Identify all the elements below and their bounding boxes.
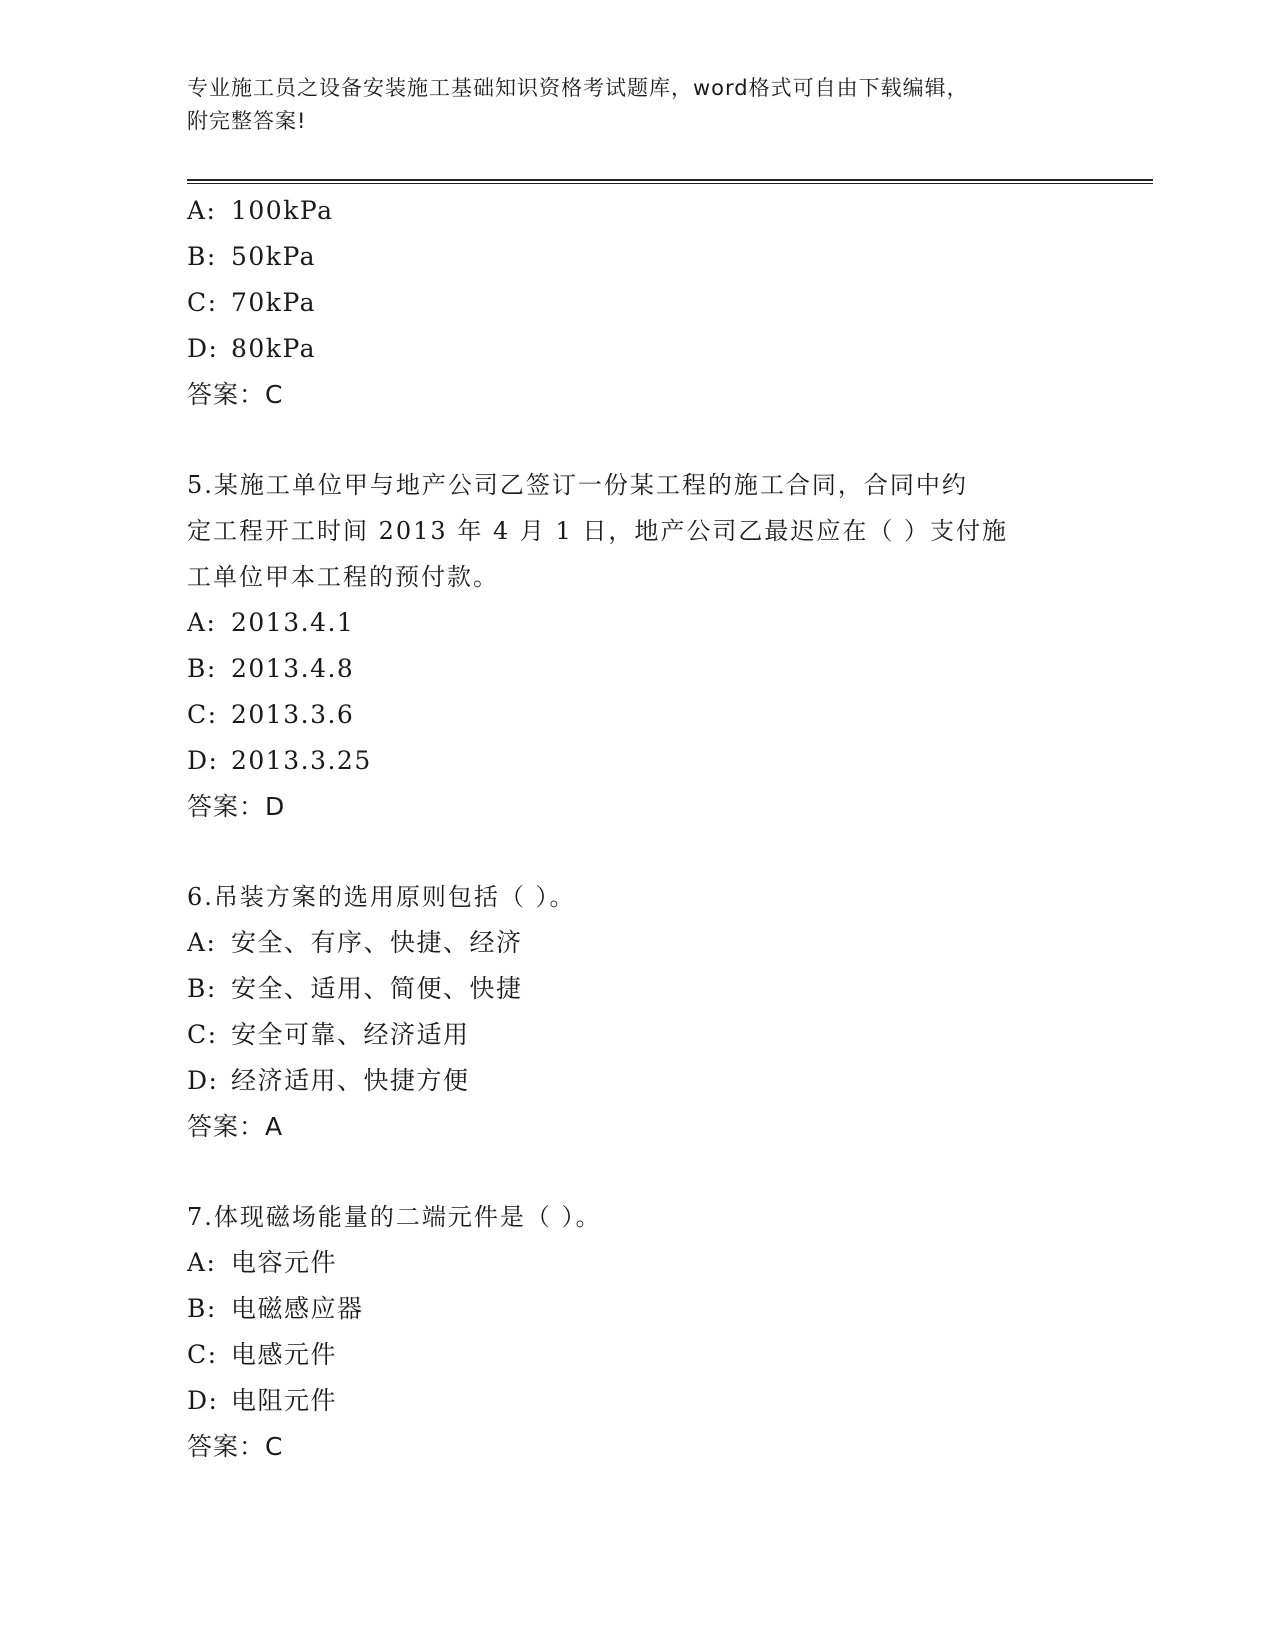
option-letter: D:: [187, 334, 219, 363]
option-a: [187, 1240, 1087, 1286]
option-d: [187, 1378, 1087, 1424]
option-c: [187, 692, 1087, 738]
option-letter: C:: [187, 700, 218, 729]
question-5: [187, 462, 1087, 830]
option-text: 2013.3.6: [231, 700, 355, 729]
option-c: [187, 1332, 1087, 1378]
option-c: [187, 280, 1087, 326]
option-d: [187, 738, 1087, 784]
option-letter: B:: [187, 1294, 217, 1323]
option-text: 电容元件: [231, 1248, 338, 1277]
option-text: 2013.4.1: [231, 608, 355, 637]
option-d: [187, 1058, 1087, 1104]
option-letter: C:: [187, 1020, 218, 1049]
header-rule-thin: [187, 183, 1153, 184]
question-text-line: 工单位甲本工程的预付款。: [187, 563, 499, 591]
question-text-line: 7.体现磁场能量的二端元件是（ ）。: [187, 1203, 602, 1231]
option-letter: A:: [187, 928, 217, 957]
option-text: 电感元件: [231, 1340, 338, 1369]
option-text: 80kPa: [231, 334, 317, 363]
header-line-2: 附完整答案!: [187, 109, 307, 133]
answer: 答案：A: [187, 1112, 284, 1141]
option-letter: B:: [187, 654, 217, 683]
answer: 答案：C: [187, 1432, 284, 1461]
answer: 答案：D: [187, 792, 286, 821]
option-letter: D:: [187, 746, 219, 775]
option-a: [187, 600, 1087, 646]
header-line-1: 专业施工员之设备安装施工基础知识资格考试题库，word格式可自由下载编辑，: [187, 76, 969, 100]
option-text: 经济适用、快捷方便: [231, 1066, 470, 1095]
option-text: 2013.3.25: [231, 746, 372, 775]
option-text: 安全、有序、快捷、经济: [231, 928, 523, 957]
option-letter: C:: [187, 288, 218, 317]
option-text: 70kPa: [231, 288, 317, 317]
option-c: [187, 1012, 1087, 1058]
question-text-line: 定工程开工时间 2013 年 4 月 1 日，地产公司乙最迟应在（ ）支付施: [187, 517, 1009, 545]
option-b: [187, 966, 1087, 1012]
answer: 答案：C: [187, 380, 284, 409]
option-letter: A:: [187, 196, 217, 225]
option-a: [187, 188, 1087, 234]
header-rule-thick: [187, 179, 1153, 181]
document-header: [187, 72, 1087, 138]
question-4: [187, 188, 1087, 418]
option-letter: C:: [187, 1340, 218, 1369]
option-d: [187, 326, 1087, 372]
option-text: 50kPa: [231, 242, 317, 271]
option-a: [187, 920, 1087, 966]
option-letter: B:: [187, 242, 217, 271]
question-list: [187, 188, 1087, 1470]
option-letter: D:: [187, 1386, 219, 1415]
option-letter: B:: [187, 974, 217, 1003]
option-text: 2013.4.8: [231, 654, 355, 683]
option-letter: A:: [187, 608, 217, 637]
option-text: 安全可靠、经济适用: [231, 1020, 470, 1049]
question-text-line: 5.某施工单位甲与地产公司乙签订一份某工程的施工合同，合同中约: [187, 471, 968, 499]
option-letter: D:: [187, 1066, 219, 1095]
option-b: [187, 234, 1087, 280]
option-text: 100kPa: [231, 196, 334, 225]
option-letter: A:: [187, 1248, 217, 1277]
option-text: 电阻元件: [231, 1386, 338, 1415]
question-7: [187, 1194, 1087, 1470]
option-text: 电磁感应器: [231, 1294, 364, 1323]
question-6: [187, 874, 1087, 1150]
option-b: [187, 646, 1087, 692]
option-b: [187, 1286, 1087, 1332]
question-text-line: 6.吊装方案的选用原则包括（ ）。: [187, 883, 576, 911]
option-text: 安全、适用、简便、快捷: [231, 974, 523, 1003]
